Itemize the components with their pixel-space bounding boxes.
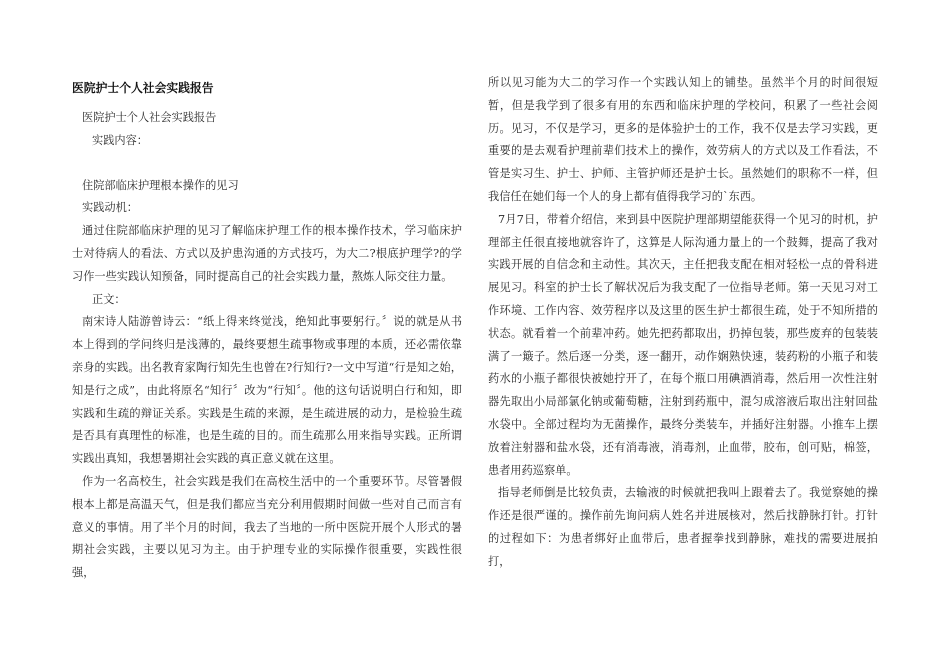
body-paragraph-5: 指导老师倒是比较负责，去输液的时候就把我叫上跟着去了。我觉察她的操作还是很严谨的。操作前先询问病人姓名并进展核对，然后找静脉打针。打针的过程如下：为患者绑好止血带后，患者握拳找到静脉，难找的需要进展拍打， bbox=[488, 486, 878, 568]
body-paragraph-4: 7月7日，带着介绍信，来到县中医院护理部期望能获得一个见习的时机，护理部主任很直接地就容许了，这算是人际沟通力量上的一个鼓舞，提高了我对实践开展的自信念和主动性。其次天，主任把我支配在相对轻松一点的骨科进展见习。科室的护士长了解状况后为我支配了一位指导老师。第一天见习对工作环境、工作内容、效劳程序以及这里的医生护士都很生疏，处于不知所措的状态。就看着一个前辈冲药。她先把药都取出，扔掉包装，那些废弃的包装装满了一簸子。然后逐一分类，逐一翻开，动作娴熟快速，装药粉的小瓶子和装药水的小瓶子都很快被她拧开了，在每个瓶口用碘酒消毒，然后用一次性注射器先取出小局部氯化钠或葡萄糖，注射到药瓶中，混匀成溶液后取出注射回盐水袋中。全部过程均为无菌操作，最终分类装车，并插好注射器。小推车上摆放着注射器和盐水袋，还有消毒液，消毒剂，止血带，胶布，创可贴，棉签，患者用药巡察单。 bbox=[488, 212, 878, 477]
body-paragraph-1: 南宋诗人陆游曾诗云：“纸上得来终觉浅，绝知此事要躬行。〞说的就是从书本上得到的学问终归是浅薄的，最终要想生疏事物或事理的本质，还必需依靠亲身的实践。出名教育家陶行知先生也曾在?行知行?一文中写道“行是知之始，知是行之成”，由此将原名“知行〞改为“行知〞。他的这句话说明白行和知，即实践和生疏的辩证关系。实践是生疏的来源，是生疏进展的动力，是检验生疏是否具有真理性的标准，也是生疏的目的。而生疏那么用来指导实践。正所谓实践出真知，我想暑期社会实践的真正意义就在这里。 bbox=[72, 315, 462, 466]
practice-content-label: 实践内容： bbox=[92, 133, 148, 147]
left-column bbox=[72, 72, 462, 585]
document-subtitle: 医院护士个人社会实践报告 bbox=[82, 111, 217, 124]
body-paragraph-2: 作为一名高校生，社会实践是我们在高校生活中的一个重要环节。尽管暑假根本上都是高温天气，但是我们都应当充分利用假期时间做一些对自己而言有意义的事情。用了半个月的时间，我去了当地的一所中医院开展个人形式的暑期社会实践，主要以见习为主。由于护理专业的实际操作很重要，实践性很强， bbox=[72, 474, 462, 580]
motivation-label: 实践动机： bbox=[82, 201, 138, 215]
body-paragraph-3: 所以见习能为大二的学习作一个实践认知上的铺垫。虽然半个月的时间很短暂，但是我学到了很多有用的东西和临床护理的学校问，积累了一些社会阅历。见习，不仅是学习，更多的是体验护士的工作，我不仅是去学习实践，更重要的是去观看护理前辈们技术上的操作，效劳病人的方式以及工作看法，不管是实习生、护士、护师、主管护师还是护士长。虽然她们的职称不一样，但我信任在她们每一个人的身上都有值得我学习的`东西。 bbox=[488, 76, 878, 203]
blank-line bbox=[72, 153, 462, 175]
body-label: 正文： bbox=[92, 292, 126, 306]
right-column bbox=[488, 72, 878, 574]
document-title: 医院护士个人社会实践报告 bbox=[72, 81, 214, 95]
practice-content: 住院部临床护理根本操作的见习 bbox=[82, 178, 239, 192]
motivation-paragraph: 通过住院部临床护理的见习了解临床护理工作的根本操作技术，学习临床护士对待病人的看法、方式以及护患沟通的方式技巧，为大二?根底护理学?的学习作一些实践认知预备，同时提高自己的社会实践力量，熬炼人际交往力量。 bbox=[72, 224, 462, 283]
